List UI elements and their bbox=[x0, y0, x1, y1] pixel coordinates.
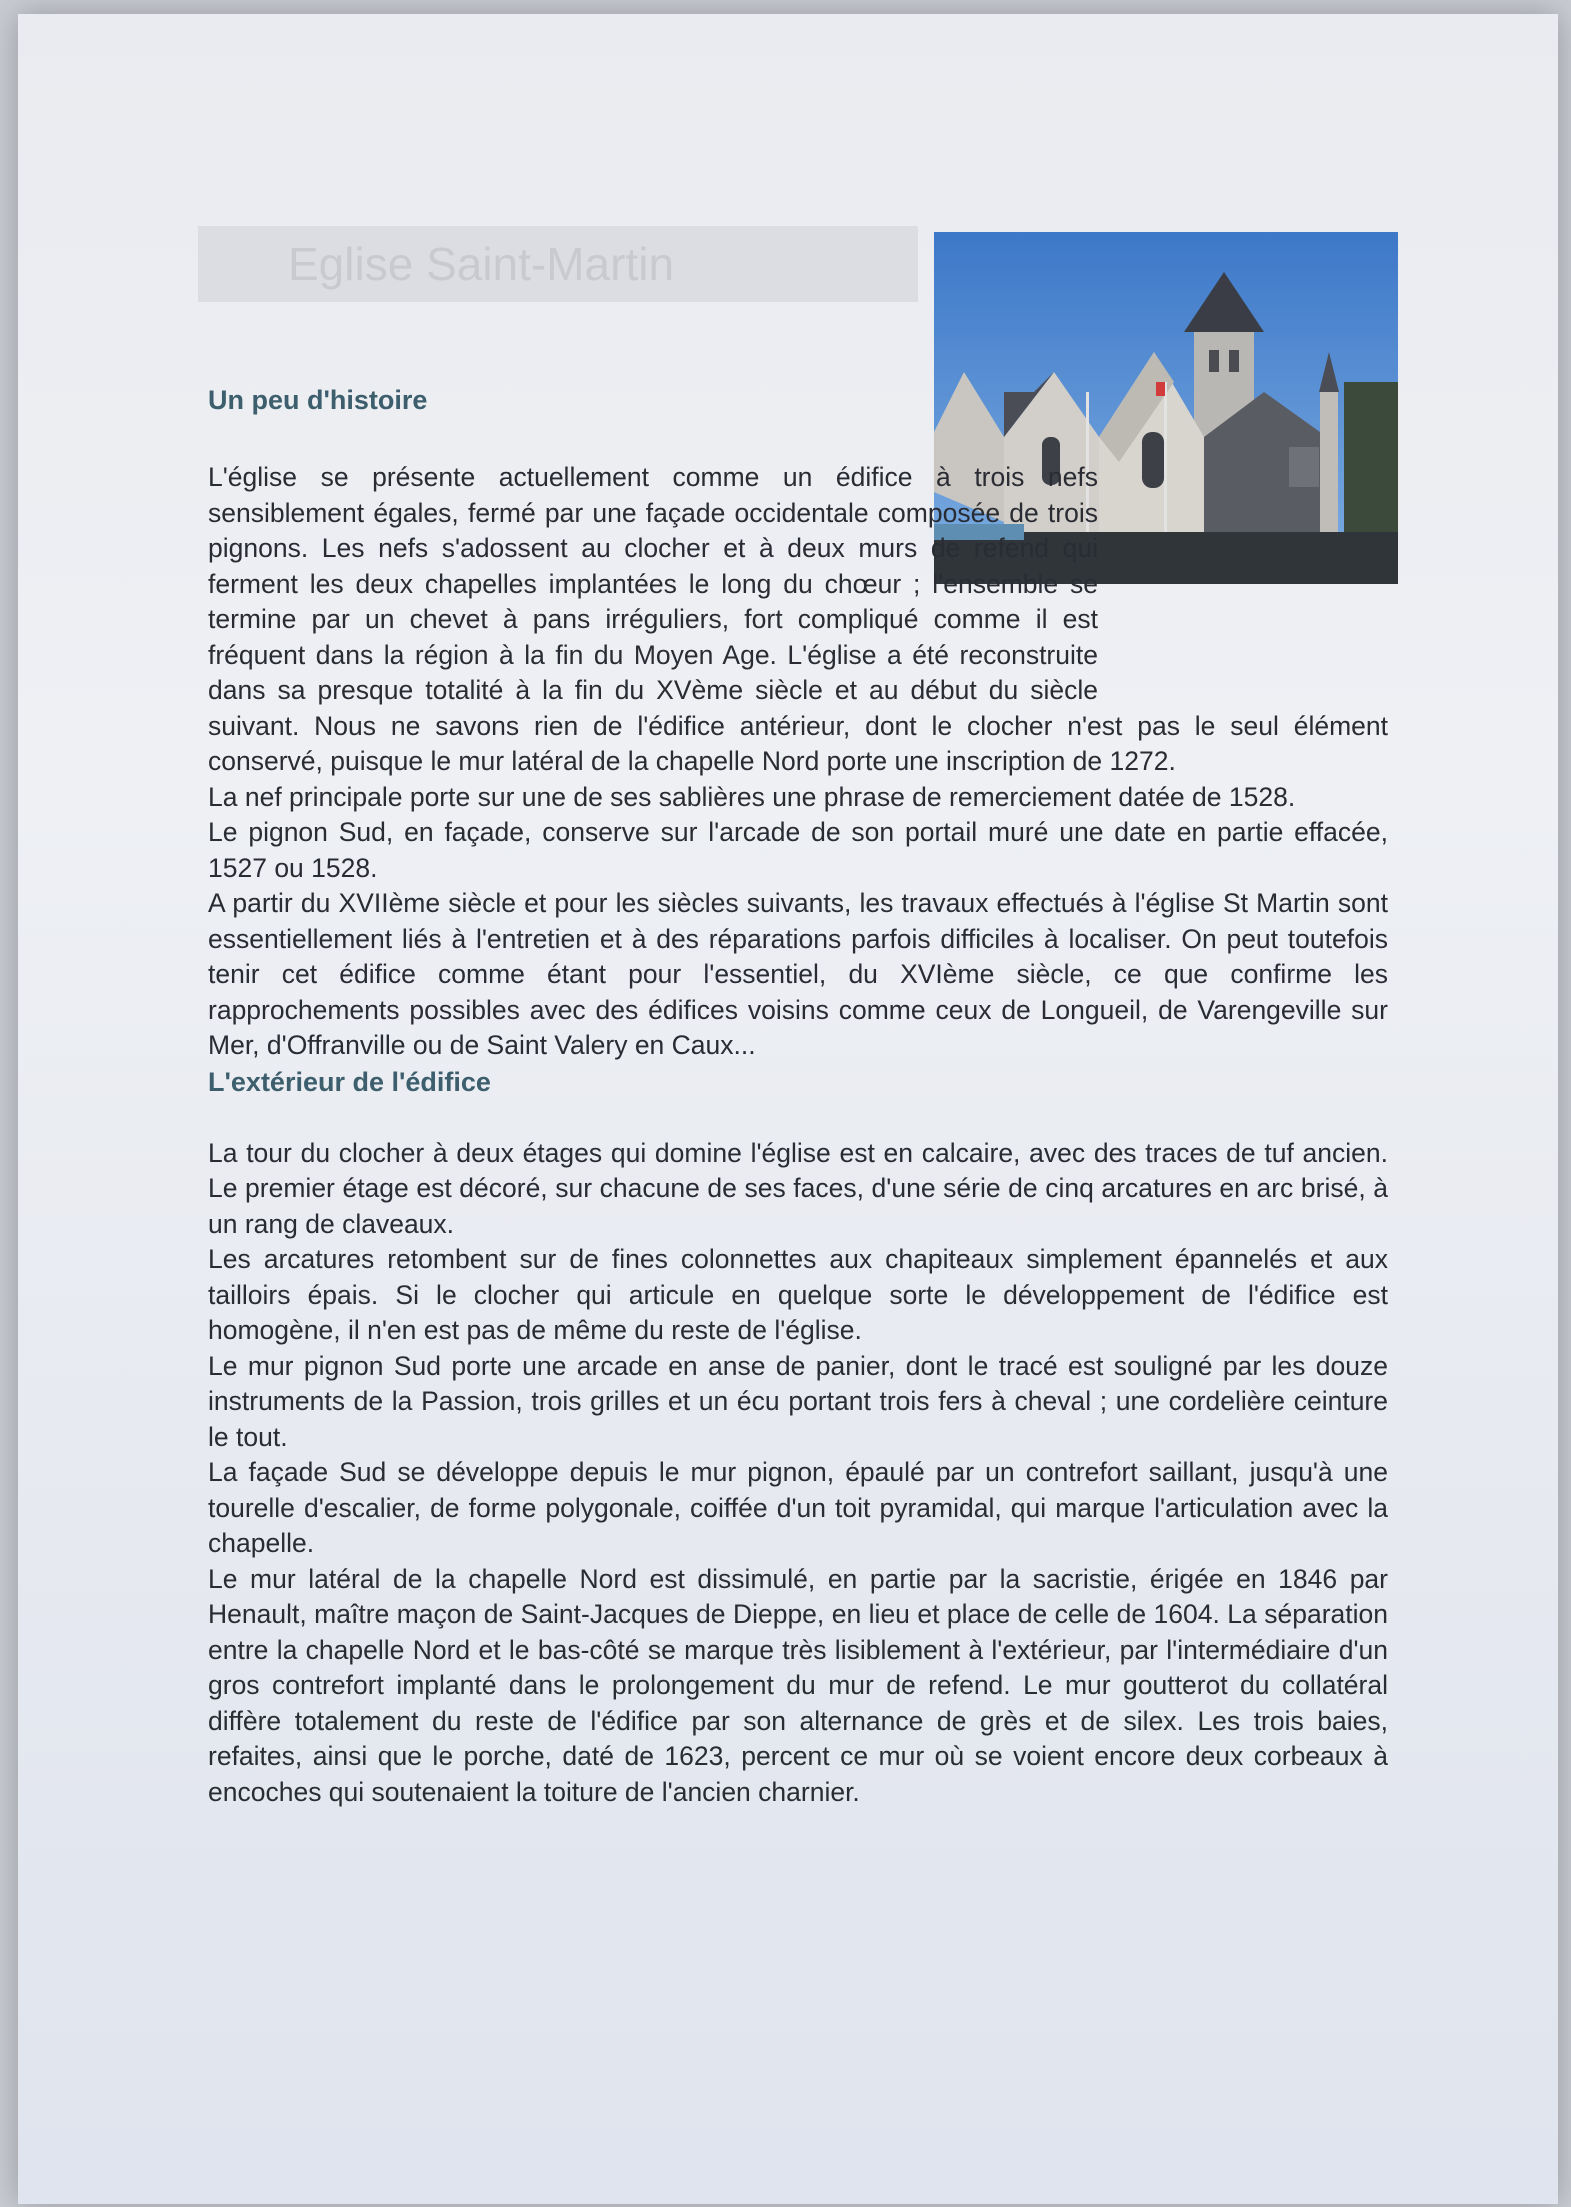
paragraph: Le mur latéral de la chapelle Nord est dissimulé, en partie par la sacristie, érigée en 1846 par Henault, maître maçon de Saint-Jacques de Dieppe, en lieu et place de celle de 1604. La séparation entre la chapelle Nord et le bas-côté se marque très lisiblement à l'extérieur, par l'intermédiaire d'un gros contrefort implanté dans le prolongement du mur de refend. Le mur goutterot du collatéral diffère totalement du reste de l'édifice par son alternance de grès et de silex. Les trois baies, refaites, ainsi que le porche, daté de 1623, percent ce mur où se voient encore deux corbeaux à encoches qui soutenaient la toiture de l'ancien charnier. bbox=[208, 1563, 1388, 1807]
paragraph: La tour du clocher à deux étages qui domine l'église est en calcaire, avec des traces de tuf ancien. Le premier étage est décoré, sur chacune de ses faces, d'une série de cinq arcatures en arc brisé, à un rang de claveaux. bbox=[208, 1137, 1388, 1239]
paper-sheet bbox=[18, 14, 1558, 2204]
paragraph: La façade Sud se développe depuis le mur pignon, épaulé par un contrefort saillant, jusqu'à une tourelle d'escalier, de forme polygonale, coiffée d'un toit pyramidal, qui marque l'articulation avec la chapelle. bbox=[208, 1457, 1388, 1558]
section-heading-history: Un peu d'histoire bbox=[208, 385, 428, 415]
paragraph: Le mur pignon Sud porte une arcade en anse de panier, dont le tracé est souligné par les douze instruments de la Passion, trois grilles et un écu portant trois fers à cheval ; une cordelière ceinture le tout. bbox=[208, 1350, 1388, 1452]
paragraph: A partir du XVIIème siècle et pour les siècles suivants, les travaux effectués à l'église St Martin sont essentiellement liés à l'entretien et à des réparations parfois difficiles à localiser. On peut toutefois tenir cet édifice comme étant pour l'essentiel, du XVIème siècle, ce que confirme les rapprochements possibles avec des édifices voisins comme ceux de Longueil, de Varengeville sur Mer, d'Offranville ou de Saint Valery en Caux... bbox=[208, 888, 1388, 1060]
faded-title-banner: Eglise Saint-Martin bbox=[198, 226, 918, 302]
paragraph: La nef principale porte sur une de ses sablières une phrase de remerciement datée de 1528. bbox=[208, 781, 1296, 812]
paragraph: L'église se présente actuellement comme un édifice à trois nefs sensiblement égales, fermé par une façade occidentale composée de trois pignons. Les nefs s'adossent au clocher et à deux murs de refend qui ferment les deux chapelles implantées le long du chœur ; l'ensemble se termine par un chevet à pans irréguliers, fort compliqué comme il est fréquent dans la région à la fin du Moyen Age. L'église a été reconstruite dans sa presque totalité à la fin du XVème siècle et au début du siècle suivant. Nous ne savons rien de l'édifice antérieur, dont le clocher n'est pas le seul élément conservé, puisque le mur latéral de la chapelle Nord porte une inscription de 1272. bbox=[208, 462, 1388, 776]
article-body bbox=[208, 382, 1388, 1810]
photo-wrap-spacer bbox=[1098, 460, 1388, 678]
paragraph: Le pignon Sud, en façade, conserve sur l'arcade de son portail muré une date en partie effacée, 1527 ou 1528. bbox=[208, 817, 1388, 883]
section-heading-exterior: L'extérieur de l'édifice bbox=[208, 1066, 491, 1097]
paragraph: Les arcatures retombent sur de fines colonnettes aux chapiteaux simplement épannelés et aux tailloirs épais. Si le clocher qui articule en quelque sorte le développement de l'édifice est homogène, il n'en est pas de même du reste de l'église. bbox=[208, 1244, 1388, 1345]
